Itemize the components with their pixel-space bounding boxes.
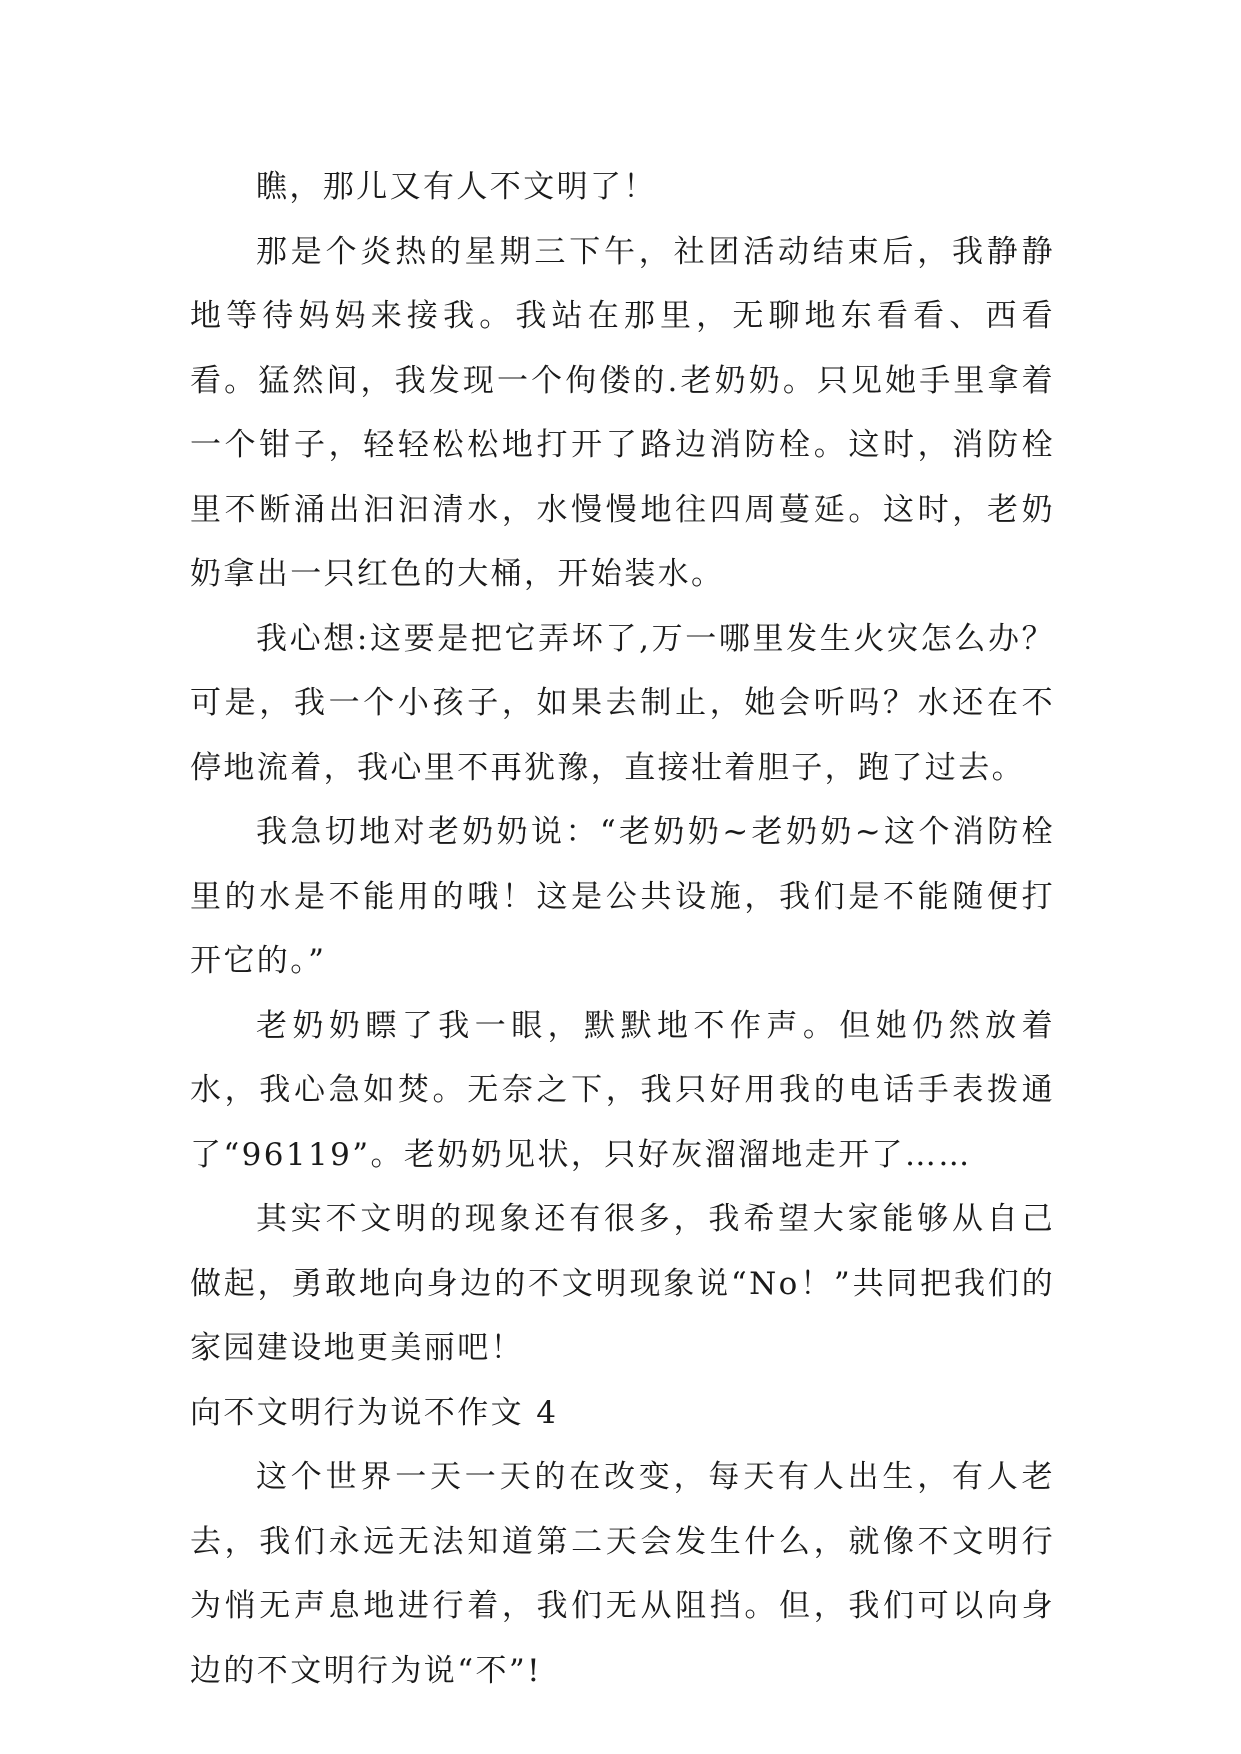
section-heading: 向不文明行为说不作文 4 [190, 1394, 559, 1431]
paragraph: 我急切地对老奶奶说：“老奶奶~老奶奶~这个消防栓里的水是不能用的哦！这是公共设施，我们是不能随便打开它的。” [190, 814, 1055, 979]
paragraph: 其实不文明的现象还有很多，我希望大家能够从自己做起，勇敢地向身边的不文明现象说“No！”共同把我们的家园建设地更美丽吧！ [190, 1201, 1055, 1366]
paragraph: 这个世界一天一天的在改变，每天有人出生，有人老去，我们永远无法知道第二天会发生什么，就像不文明行为悄无声息地进行着，我们无从阻挡。但，我们可以向身边的不文明行为说“不”! [190, 1459, 1055, 1689]
paragraph: 老奶奶瞟了我一眼，默默地不作声。但她仍然放着水，我心急如焚。无奈之下，我只好用我的电话手表拨通了“96119”。老奶奶见状，只好灰溜溜地走开了…… [190, 1007, 1055, 1173]
document-body [190, 155, 1055, 1703]
paragraph: 我心想:这要是把它弄坏了,万一哪里发生火灾怎么办？可是，我一个小孩子，如果去制止，她会听吗？水还在不停地流着，我心里不再犹豫，直接壮着胆子，跑了过去。 [190, 620, 1055, 786]
paragraph: 那是个炎热的星期三下午，社团活动结束后，我静静地等待妈妈来接我。我站在那里，无聊地东看看、西看看。猛然间，我发现一个佝偻的.老奶奶。只见她手里拿着一个钳子，轻轻松松地打开了路边消防栓。这时，消防栓里不断涌出汩汩清水，水慢慢地往四周蔓延。这时，老奶奶拿出一只红色的大桶，开始装水。 [190, 233, 1055, 592]
paragraph: 瞧，那儿又有人不文明了！ [256, 169, 657, 205]
